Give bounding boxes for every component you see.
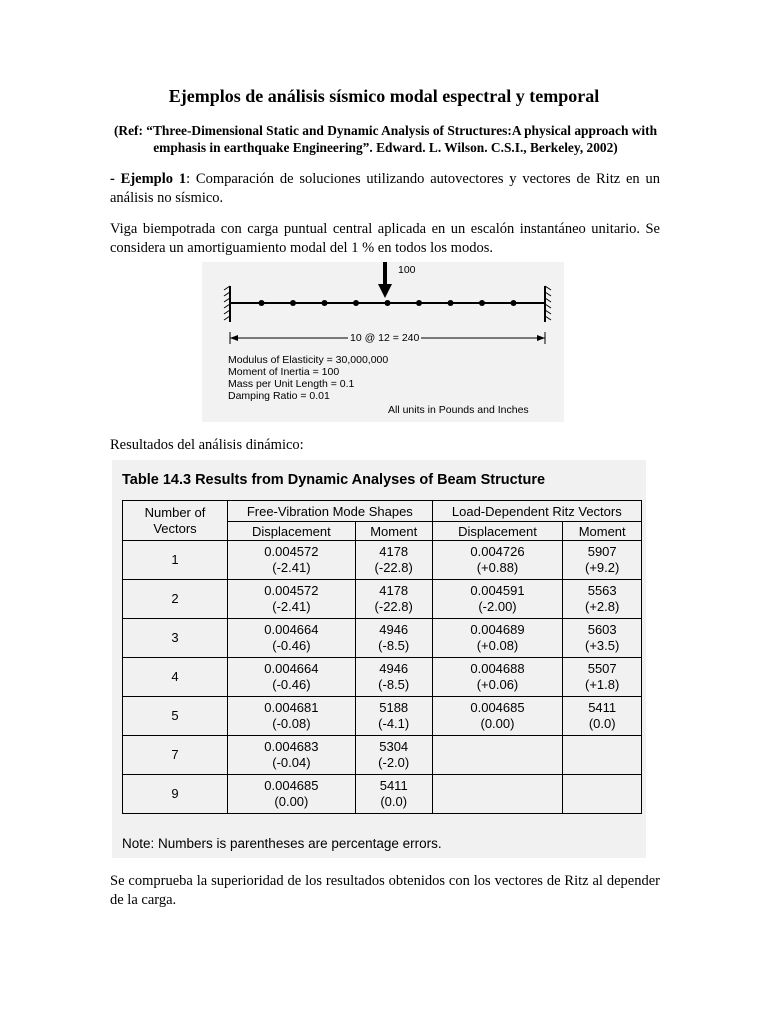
table-row bbox=[123, 580, 642, 619]
property-inertia: Moment of Inertia = 100 bbox=[228, 366, 340, 378]
table-row bbox=[123, 619, 642, 658]
table-note: Note: Numbers is parentheses are percentage errors. bbox=[122, 836, 442, 851]
table-caption: Table 14.3 Results from Dynamic Analyses of Beam Structure bbox=[122, 472, 546, 488]
conclusion-paragraph: Se comprueba la superioridad de los resultados obtenidos con los vectores de Ritz al depender de la carga. bbox=[110, 873, 660, 908]
beam-properties bbox=[228, 354, 388, 402]
header-ritz: Load-Dependent Ritz Vectors bbox=[432, 501, 641, 522]
table-row bbox=[123, 658, 642, 697]
results-intro: Resultados del análisis dinámico: bbox=[110, 437, 304, 453]
left-support bbox=[224, 286, 230, 322]
property-damping: Damping Ratio = 0.01 bbox=[228, 390, 330, 402]
table-row bbox=[123, 541, 642, 580]
header-fv-moment: Moment bbox=[355, 522, 432, 541]
results-table bbox=[122, 500, 642, 814]
ritz-moment-cell: 5603 (+3.5) bbox=[563, 619, 642, 658]
reference-citation: (Ref: “Three-Dimensional Static and Dynamic Analysis of Structures:A physical approach with emphasis in earthquake Engineering”. Edward. L. Wilson. C.S.I., Berkeley, 2002) bbox=[113, 123, 658, 155]
header-ritz-moment: Moment bbox=[563, 522, 642, 541]
property-mass: Mass per Unit Length = 0.1 bbox=[228, 378, 355, 390]
ritz-moment-cell bbox=[563, 736, 642, 775]
header-free-vibration: Free-Vibration Mode Shapes bbox=[228, 501, 433, 522]
row-vectors: 9 bbox=[123, 775, 228, 814]
fv-displacement-cell: 0.004572 (-2.41) bbox=[228, 541, 356, 580]
row-vectors: 5 bbox=[123, 697, 228, 736]
fv-moment-cell: 4946 (-8.5) bbox=[355, 658, 432, 697]
ritz-moment-cell: 5507 (+1.8) bbox=[563, 658, 642, 697]
row-vectors: 2 bbox=[123, 580, 228, 619]
fv-moment-cell: 4178 (-22.8) bbox=[355, 541, 432, 580]
ritz-moment-cell: 5411 (0.0) bbox=[563, 697, 642, 736]
table-row bbox=[123, 775, 642, 814]
row-vectors: 7 bbox=[123, 736, 228, 775]
fv-displacement-cell: 0.004685 (0.00) bbox=[228, 775, 356, 814]
row-vectors: 3 bbox=[123, 619, 228, 658]
fv-displacement-cell: 0.004572 (-2.41) bbox=[228, 580, 356, 619]
fv-displacement-cell: 0.004683 (-0.04) bbox=[228, 736, 356, 775]
fv-moment-cell: 5188 (-4.1) bbox=[355, 697, 432, 736]
fv-moment-cell: 4946 (-8.5) bbox=[355, 619, 432, 658]
table-row bbox=[123, 697, 642, 736]
ritz-displacement-cell: 0.004591 (-2.00) bbox=[432, 580, 563, 619]
beam-figure bbox=[202, 262, 564, 422]
table-row bbox=[123, 736, 642, 775]
property-elasticity: Modulus of Elasticity = 30,000,000 bbox=[228, 354, 389, 366]
fv-moment-cell: 5304 (-2.0) bbox=[355, 736, 432, 775]
fv-displacement-cell: 0.004664 (-0.46) bbox=[228, 619, 356, 658]
ritz-moment-cell: 5907 (+9.2) bbox=[563, 541, 642, 580]
beam-description: Viga biempotrada con carga puntual central aplicada en un escalón instantáneo unitario. Se considera un amortiguamiento modal del 1 % en todos los modos. bbox=[110, 221, 660, 256]
row-vectors: 4 bbox=[123, 658, 228, 697]
row-vectors: 1 bbox=[123, 541, 228, 580]
example-1-paragraph bbox=[110, 170, 660, 208]
example-1-label: - Ejemplo 1 bbox=[110, 171, 187, 187]
results-table-figure bbox=[112, 460, 646, 858]
ritz-displacement-cell bbox=[432, 775, 563, 814]
span-label: 10 @ 12 = 240 bbox=[350, 332, 420, 344]
right-support bbox=[545, 286, 551, 322]
load-label: 100 bbox=[398, 264, 416, 276]
header-ritz-displacement: Displacement bbox=[432, 522, 563, 541]
fv-moment-cell: 5411 (0.0) bbox=[355, 775, 432, 814]
ritz-moment-cell bbox=[563, 775, 642, 814]
ritz-displacement-cell: 0.004688 (+0.06) bbox=[432, 658, 563, 697]
units-note: All units in Pounds and Inches bbox=[388, 404, 529, 416]
page-title: Ejemplos de análisis sísmico modal espectral y temporal bbox=[168, 86, 600, 106]
fv-displacement-cell: 0.004664 (-0.46) bbox=[228, 658, 356, 697]
ritz-displacement-cell: 0.004726 (+0.88) bbox=[432, 541, 563, 580]
ritz-displacement-cell: 0.004689 (+0.08) bbox=[432, 619, 563, 658]
load-arrow-icon bbox=[378, 262, 392, 298]
ritz-displacement-cell bbox=[432, 736, 563, 775]
header-fv-displacement: Displacement bbox=[228, 522, 356, 541]
fv-moment-cell: 4178 (-22.8) bbox=[355, 580, 432, 619]
example-1-text: : Comparación de soluciones utilizando autovectores y vectores de Ritz en un análisis no sísmico. bbox=[110, 171, 660, 206]
ritz-moment-cell: 5563 (+2.8) bbox=[563, 580, 642, 619]
ritz-displacement-cell: 0.004685 (0.00) bbox=[432, 697, 563, 736]
header-vectors: Number of Vectors bbox=[123, 501, 228, 541]
fv-displacement-cell: 0.004681 (-0.08) bbox=[228, 697, 356, 736]
